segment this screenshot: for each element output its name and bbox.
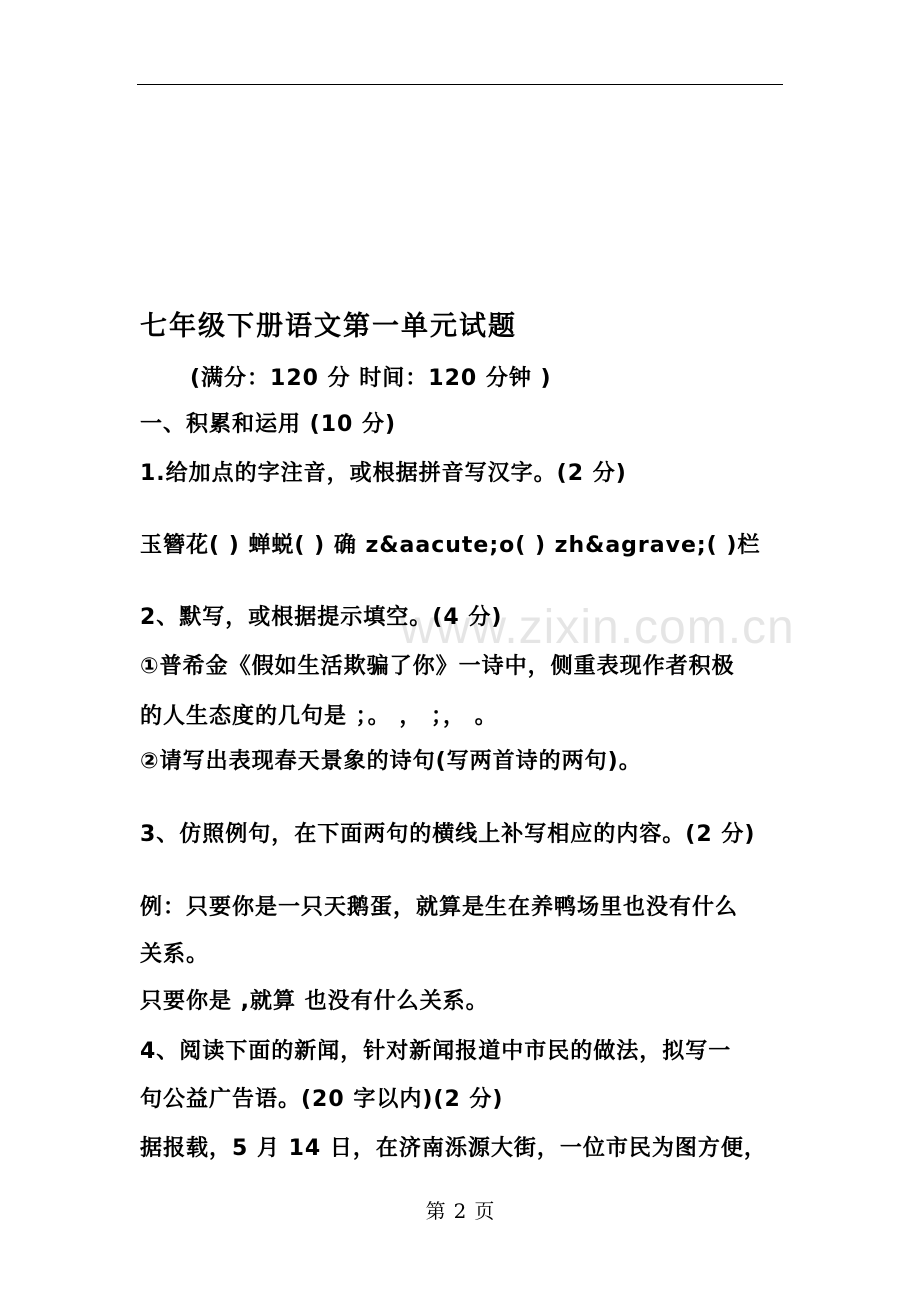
question-3-example-line-1: 例：只要你是一只天鹅蛋，就算是生在养鸭场里也没有什么 <box>140 895 739 920</box>
question-1: 1.给加点的字注音，或根据拼音写汉字。(2 分) <box>140 461 627 486</box>
page-footer <box>0 1196 920 1226</box>
question-2-part-2: ②请写出表现春天景象的诗句(写两首诗的两句)。 <box>140 749 642 774</box>
footer-suffix: 页 <box>474 1199 495 1223</box>
footer-prefix: 第 <box>425 1199 446 1223</box>
question-3-example-line-2: 关系。 <box>140 942 210 967</box>
question-2: 2、默写，或根据提示填空。(4 分) <box>140 605 503 630</box>
question-2-part-1-line-1: ①普希金《假如生活欺骗了你》一诗中，侧重表现作者积极 <box>140 654 735 679</box>
section-heading: 一、积累和运用 (10 分) <box>140 412 397 437</box>
question-2-part-1-line-2: 的人生态度的几句是 ；。 ， ；， 。 <box>140 704 498 729</box>
document-subtitle: (满分：120 分 时间：120 分钟 ) <box>190 366 552 391</box>
page-number: 2 <box>453 1199 467 1223</box>
question-1-items: 玉簪花( ) 蝉蜕( ) 确 z&aacute;o( ) zh&agrave;( )栏 <box>140 533 761 558</box>
header-rule <box>137 84 783 85</box>
document-title: 七年级下册语文第一单元试题 <box>140 311 517 342</box>
question-3: 3、仿照例句，在下面两句的横线上补写相应的内容。(2 分) <box>140 822 756 847</box>
question-4-line-1: 4、阅读下面的新闻，针对新闻报道中市民的做法，拟写一 <box>140 1039 732 1064</box>
question-4-line-2: 句公益广告语。(20 字以内)(2 分) <box>140 1087 504 1112</box>
question-3-answer-line: 只要你是 ,就算 也没有什么关系。 <box>140 989 489 1014</box>
watermark: www.zixin.com.cn <box>400 601 795 654</box>
question-4-news-text: 据报载，5 月 14 日，在济南泺源大街，一位市民为图方便， <box>140 1136 767 1161</box>
